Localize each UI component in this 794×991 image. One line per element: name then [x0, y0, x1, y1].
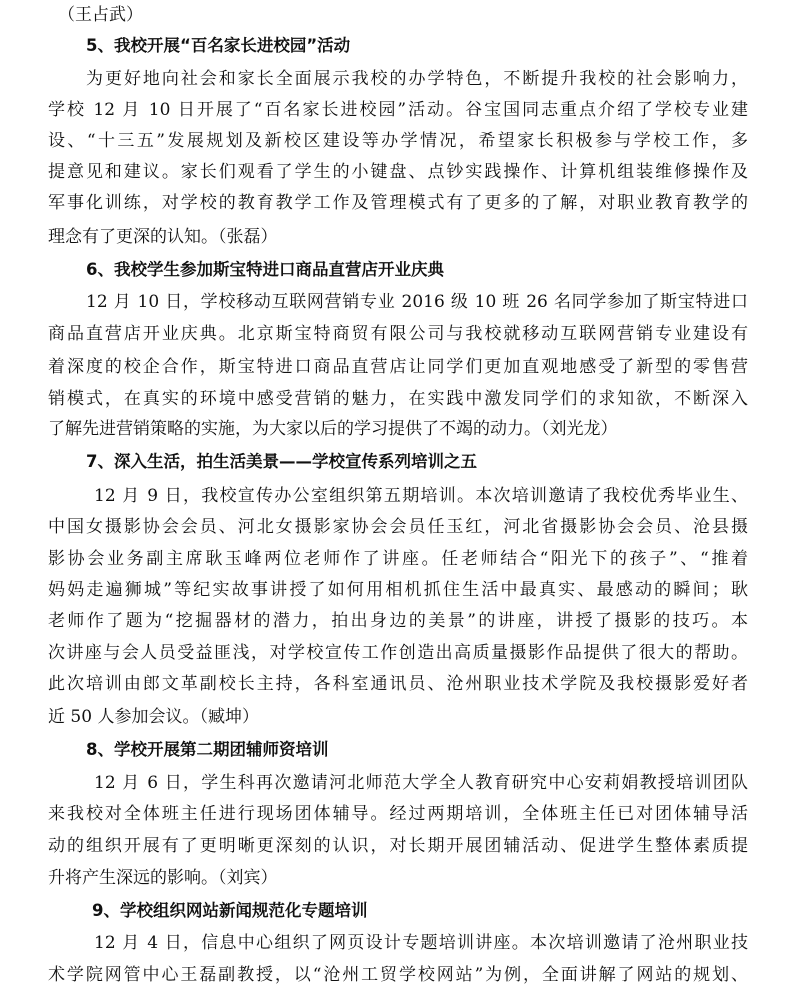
section-9-heading: 9、学校组织网站新闻规范化专题培训 [92, 901, 368, 920]
section-8-line-2: 来我校对全体班主任进行现场团体辅导。经过两期培训，全体班主任已对团体辅导活 [48, 804, 748, 824]
section-6-heading: 6、我校学生参加斯宝特进口商品直营店开业庆典 [86, 260, 444, 279]
section-7-line-6: 次讲座与会人员受益匪浅，对学校宣传工作创造出高质量摄影作品提供了很大的帮助。 [48, 643, 748, 663]
section-6-line-4: 销模式，在真实的环境中感受营销的魅力，在实践中激发同学们的求知欲，不断深入 [48, 389, 748, 409]
section-7-line-8: 近 50 人参加会议。（臧坤） [48, 707, 259, 727]
section-7-line-4: 妈妈走遍狮城”等纪实故事讲授了如何用相机抓住生活中最真实、最感动的瞬间；耿 [48, 580, 748, 600]
section-5-line-1: 为更好地向社会和家长全面展示我校的办学特色，不断提升我校的社会影响力， [86, 69, 748, 89]
section-5-line-3: 设、“十三五”发展规划及新校区建设等办学情况，希望家长积极参与学校工作，多 [48, 131, 748, 151]
section-9-line-2: 术学院网管中心王磊副教授，以“沧州工贸学校网站”为例，全面讲解了网站的规划、 [48, 965, 748, 985]
section-7-line-1: 12 月 9 日，我校宣传办公室组织第五期培训。本次培训邀请了我校优秀毕业生、 [94, 486, 748, 506]
section-5-line-2: 学校 12 月 10 日开展了“百名家长进校园”活动。谷宝国同志重点介绍了学校专业建 [48, 100, 748, 120]
top-author-note: （王占武） [58, 5, 143, 25]
section-6-line-3: 着深度的校企合作，斯宝特进口商品直营店让同学们更加直观地感受了新型的零售营 [48, 357, 748, 377]
section-7-line-7: 此次培训由郎文革副校长主持，各科室通讯员、沧州职业技术学院及我校摄影爱好者 [48, 674, 748, 694]
section-5-line-5: 军事化训练，对学校的教育教学工作及管理模式有了更多的了解，对职业教育教学的 [48, 193, 748, 213]
section-7-line-3: 影协会业务副主席耿玉峰两位老师作了讲座。任老师结合“阳光下的孩子”、“推着 [48, 549, 748, 569]
section-7-heading: 7、深入生活，拍生活美景——学校宣传系列培训之五 [86, 452, 477, 471]
section-7-line-5: 老师作了题为“挖掘器材的潜力，拍出身边的美景”的讲座，讲授了摄影的技巧。本 [48, 611, 748, 631]
section-8-line-1: 12 月 6 日，学生科再次邀请河北师范大学全人教育研究中心安莉娟教授培训团队 [94, 773, 748, 793]
section-5-line-6: 理念有了更深的认知。（张磊） [48, 227, 278, 247]
section-6-line-1: 12 月 10 日，学校移动互联网营销专业 2016 级 10 班 26 名同学参加了斯宝特进口 [86, 292, 748, 312]
section-5-heading: 5、我校开展“百名家长进校园”活动 [86, 36, 351, 55]
section-8-heading: 8、学校开展第二期团辅师资培训 [86, 740, 329, 759]
section-7-line-2: 中国女摄影协会会员、河北女摄影家协会会员任玉红，河北省摄影协会会员、沧县摄 [48, 517, 748, 537]
section-6-line-2: 商品直营店开业庆典。北京斯宝特商贸有限公司与我校就移动互联网营销专业建设有 [48, 324, 748, 344]
section-5-line-4: 提意见和建议。家长们观看了学生的小键盘、点钞实践操作、计算机组装维修操作及 [48, 162, 748, 182]
section-8-line-4: 升将产生深远的影响。（刘宾） [48, 868, 278, 888]
section-6-line-5: 了解先进营销策略的实施，为大家以后的学习提供了不竭的动力。（刘光龙） [48, 419, 618, 439]
section-8-line-3: 动的组织开展有了更明晰更深刻的认识，对长期开展团辅活动、促进学生整体素质提 [48, 836, 748, 856]
section-9-line-1: 12 月 4 日，信息中心组织了网页设计专题培训讲座。本次培训邀请了沧州职业技 [94, 933, 748, 953]
